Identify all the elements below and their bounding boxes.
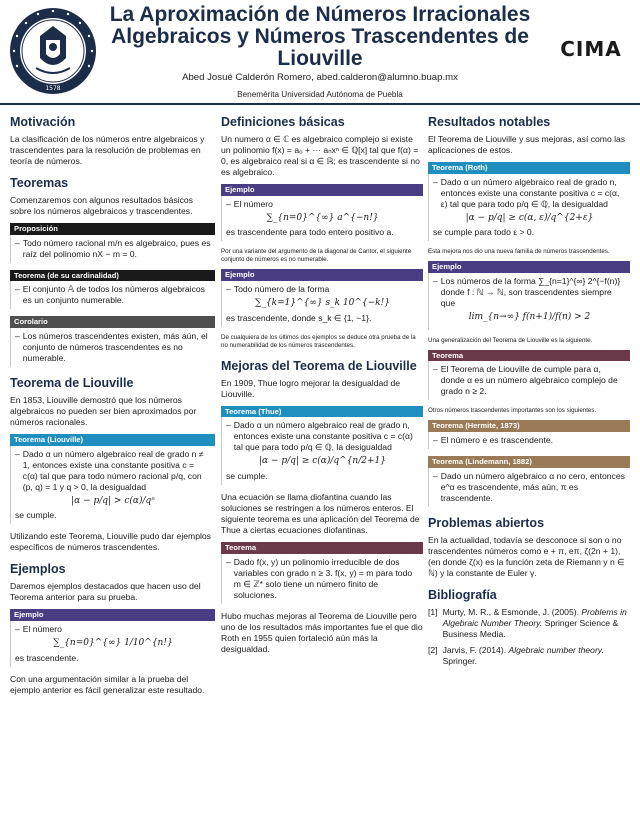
title-line-1: La Aproximación de Números Irracionales — [109, 3, 531, 26]
title-line-3: Liouville — [277, 46, 363, 70]
def-end-note: De cualquiera de los últimos dos ejemplos se deduce otra prueba de la no numerabilidad de los números trascendentes. — [221, 333, 416, 349]
svg-text:CIMA: CIMA — [560, 37, 622, 61]
reference-item — [428, 645, 630, 667]
def-ejemplo2-after: es trascendente, donde s_k ∈ {1, −1}. — [226, 312, 372, 323]
university-seal-logo — [8, 6, 98, 96]
reference-publisher: Springer. — [442, 655, 477, 666]
def-ejemplo1-box: Ejemplo – El número ∑_{n=0}^{∞} a^{−n!} es trascendente para todo entero positivo a. — [221, 184, 423, 241]
reference-title: Algebraic number theory. — [508, 644, 604, 655]
motivacion-text: La clasificación de los números entre algebraicos y trascendentes para la resolución de problemas en teoría de números. — [10, 134, 205, 166]
thue-formula: |α − p/q| ≥ c(α)/q^{n/2+1} — [259, 456, 386, 467]
cima-logo — [550, 34, 632, 64]
ejemplos-item: El número — [22, 624, 62, 635]
resultados-title: Resultados notables — [428, 115, 551, 129]
def-ejemplo1-head: Ejemplo — [221, 184, 423, 196]
ejemplos-after-text: Con una argumentación similar a la prueba del ejemplo anterior es fácil generalizar este resultado. — [10, 673, 205, 695]
resultados-text: El Teorema de Liouville y sus mejoras, así como las aplicaciones de estos. — [428, 134, 626, 155]
ejemplos-text: Daremos ejemplos destacados que hacen uso del Teorema anterior para su prueba. — [10, 581, 201, 603]
generalizacion-box: Teorema – El Teorema de Liouville de cumple para α, donde α es un número algebraico complejo de grado n ≥ 2. — [428, 350, 630, 401]
institution-line: Benemérita Universidad Autónoma de Puebla — [237, 90, 403, 99]
liouville-box: Teorema (Liouville) – Dado α un número algebraico real de grado n ≠ 1, entonces existe una constante positiva c = c(α) tal que para todo número racional p/q, con (p, q) = 1 y q > 0, la desigualdad |α − p/q| > c(α)/qⁿ se cumple. — [10, 434, 215, 524]
mejoras-text3: Hubo muchas mejoras al Teorema de Liouville pero uno de los resultados más importantes fue el que dio Roth en 1955 quien fortaleció aún más la desigualdad. — [221, 610, 423, 654]
liouville-after-text: Utilizando este Teorema, Liouville pudo dar ejemplos específicos de números trascendentes. — [10, 531, 211, 553]
diofantina-box: Teorema – Dado f(x, y) un polinomio irreducible de dos variables con grado n ≥ 3. f(x, y) = m para todo m ∈ ℤ* solo tiene un número finito de soluciones. — [221, 542, 423, 604]
liouville-after: se cumple. — [15, 510, 57, 521]
ejemplos-title: Ejemplos — [10, 562, 66, 577]
def-ejemplo2-formula: ∑_{k=1}^{∞} s_k 10^{−k!} — [255, 298, 390, 309]
roth-after: se cumple para todo ε > 0. — [433, 227, 535, 238]
resultados-note2: Una generalización del Teorema de Liouville es la siguiente. — [428, 336, 593, 344]
poster-title — [100, 4, 540, 69]
thue-box: Teorema (Thue) – Dado α un número algebraico real de grado n, entonces existe una constante positiva c = c(α) tal que para todo p/q ∈ ℚ, la desigualdad |α − p/q| ≥ c(α)/q^{n/2+1} se cumple. — [221, 406, 423, 485]
cardinalidad-head: Teorema (de su cardinalidad) — [10, 270, 215, 282]
res-ejemplo-head: Ejemplo — [428, 261, 630, 273]
def-ejemplo1-after: es trascendente para todo entero positivo a. — [226, 227, 394, 238]
liouville-item: Dado α un número algebraico real de grado n ≠ 1, entonces existe una constante positiva c = c(α) tal que para todo número racional p/q, con (p, q) = 1 y q > 0, la desigualdad — [22, 448, 204, 492]
mejoras-text2: Una ecuación se llama diofantina cuando las soluciones se restringen a los números enteros. El siguiente teorema es una aplicación del Teorema de Thue a ciertas ecuaciones diofantinas. — [221, 491, 420, 535]
def-ejemplo1-formula: ∑_{n=0}^{∞} a^{−n!} — [266, 212, 379, 223]
proposicion-head: Proposición — [10, 223, 215, 235]
reference-label: [2] — [428, 644, 438, 655]
resultados-note1: Esta mejora nos dio una nueva familia de números trascendentes. — [428, 248, 610, 256]
author-line: Abed Josué Calderón Romero, abed.calderon@alumno.buap.mx — [182, 72, 458, 83]
hermite-box: Teorema (Hermite, 1873) – El número e es trascendente. — [428, 420, 630, 449]
proposicion-item: Todo número racional m/n es algebraico, pues es raíz del polinomio nX − m = 0. — [22, 237, 211, 259]
bibliografia-title: Bibliografía — [428, 587, 497, 602]
corolario-head: Corolario — [10, 316, 215, 328]
mejoras-title: Mejoras del Teorema de Liouville — [221, 358, 417, 373]
diofantina-head: Teorema — [221, 542, 423, 554]
def-ejemplo2-box: Ejemplo – Todo número de la forma ∑_{k=1}^{∞} s_k 10^{−k!} es trascendente, donde s_k ∈ {1, −1}. — [221, 269, 423, 326]
column-3 — [428, 108, 630, 672]
liouville-formula: |α − p/q| > c(α)/qⁿ — [71, 495, 155, 506]
problemas-title: Problemas abiertos — [428, 515, 545, 530]
def-ejemplo1-item: El número — [233, 198, 273, 209]
reference-title: Problems in Algebraic Number Theory. — [442, 606, 627, 628]
ejemplos-head: Ejemplo — [10, 609, 215, 621]
header-rule — [0, 103, 640, 105]
hermite-item: El número e es trascendente. — [440, 435, 554, 446]
generalizacion-head: Teorema — [428, 350, 630, 362]
def-ejemplo2-head: Ejemplo — [221, 269, 423, 281]
thue-after: se cumple. — [226, 470, 268, 481]
lindemann-item: Dado un número algebraico α no cero, entonces e^α es trascendente, más aún, π es trascendente. — [440, 470, 625, 503]
liouville-title: Teorema de Liouville — [10, 376, 134, 391]
reference-authors: Murty, M. R., & Esmonde, J. (2005). — [442, 606, 579, 617]
motivacion-title: Motivación — [10, 115, 76, 129]
generalizacion-item: El Teorema de Liouville de cumple para α, donde α es un número algebraico complejo de grado n ≥ 2. — [440, 364, 618, 397]
roth-box: Teorema (Roth) – Dado α un número algebraico real de grado n, entonces existe una constante positiva c = c(α, ε) tal que para todo p/q ∈ ℚ, la desigualdad |α − p/q| ≥ c(α, ε)/q^{2+ε} se cumple para todo ε > 0. — [428, 162, 630, 241]
reference-label: [1] — [428, 606, 438, 617]
corolario-box: Corolario – Los números trascendentes existen, más aún, el conjunto de números trascendentes es no numerable. — [10, 316, 215, 367]
teoremas-text: Comenzaremos con algunos resultados básicos sobre los números algebraicos y trascendentes. — [10, 195, 193, 216]
lindemann-head: Teorema (Lindemann, 1882) — [428, 456, 630, 468]
res-ejemplo-box: Ejemplo – Los números de la forma ∑_{n=1}^{∞} 2^{−f(n)} donde f : ℕ → ℕ, son trascendentes siempre que lim_{n→∞} f(n+1)/f(n) > 2 — [428, 261, 630, 329]
title-line-2: Algebraicos y Números Trascendentes de — [111, 24, 529, 48]
res-ejemplo-formula: lim_{n→∞} f(n+1)/f(n) > 2 — [468, 312, 591, 323]
diofantina-item: Dado f(x, y) un polinomio irreducible de dos variables con grado n ≥ 3. f(x, y) = m para todo m ∈ ℤ* solo tiene un número finito de soluciones. — [233, 556, 413, 600]
definiciones-title: Definiciones básicas — [221, 115, 345, 129]
liouville-head: Teorema (Liouville) — [10, 434, 215, 446]
cardinalidad-box: Teorema (de su cardinalidad) – El conjunto 𝔸 de todos los números algebraicos es un conjunto numerable. — [10, 270, 215, 310]
thue-head: Teorema (Thue) — [221, 406, 423, 418]
mejoras-text: En 1909, Thue logro mejorar la desigualdad de Liouville. — [221, 377, 400, 399]
reference-publisher: Springer Science & Business Media. — [442, 617, 619, 639]
liouville-text: En 1853, Liouville demostró que los números algebraicos no pueden ser bien aproximados por números racionales. — [10, 395, 197, 428]
resultados-note3: Otros números trascendentes importantes son los siguientes. — [428, 407, 597, 415]
lindemann-box: Teorema (Lindemann, 1882) – Dado un número algebraico α no cero, entonces e^α es trascendente, más aún, π es trascendente. — [428, 456, 630, 507]
ejemplos-formula: ∑_{n=0}^{∞} 1/10^{n!} — [53, 638, 173, 649]
thue-item: Dado α un número algebraico real de grado n, entonces existe una constante positiva c = c(α) tal que para todo p/q ∈ ℚ, la desigualdad — [233, 420, 413, 453]
teoremas-title: Teoremas — [10, 176, 69, 190]
hermite-head: Teorema (Hermite, 1873) — [428, 420, 630, 432]
cardinalidad-item: El conjunto 𝔸 de todos los números algebraicos es un conjunto numerable. — [22, 284, 205, 306]
column-2 — [221, 108, 423, 661]
roth-item: Dado α un número algebraico real de grado n, entonces existe una constante positiva c = c(α, ε) tal que para todo p/q ∈ ℚ, la desigualdad — [440, 176, 620, 209]
corolario-item: Los números trascendentes existen, más aún, el conjunto de números trascendentes es no numerable. — [22, 331, 208, 364]
definiciones-text: Un numero α ∈ ℂ es algebraico complejo si existe un polinomio f(x) = a₀ + ··· aₙxⁿ ∈ ℚ[x] tal que f(α) = 0, es algebraico real si α ∈ ℝ; es trascendente si no es algebraico. — [221, 134, 420, 177]
proposicion-box: Proposición – Todo número racional m/n es algebraico, pues es raíz del polinomio nX − m = 0. — [10, 223, 215, 263]
def-mid-note: Por una variante del argumento de la diagonal de Cantor, el siguiente conjunto de números es no numerable. — [221, 248, 412, 264]
ejemplos-box: Ejemplo – El número ∑_{n=0}^{∞} 1/10^{n!} es trascendente. — [10, 609, 215, 666]
reference-authors: Jarvis, F. (2014). — [442, 644, 507, 655]
seal-year: 1578 — [45, 85, 61, 92]
reference-item — [428, 607, 630, 640]
column-1 — [10, 108, 215, 702]
roth-formula: |α − p/q| ≥ c(α, ε)/q^{2+ε} — [465, 212, 594, 223]
poster-header — [0, 0, 640, 104]
roth-head: Teorema (Roth) — [428, 162, 630, 174]
problemas-text: En la actualidad, todavía se desconoce si son o no trascendentes números como e + π, eπ, ζ(2n + 1), (en donde ζ(x) es la función zeta de Riemann y n ∈ ℕ) y la constante de Euler γ. — [428, 534, 625, 578]
def-ejemplo2-item: Todo número de la forma — [233, 284, 330, 295]
ejemplos-after: es trascendente. — [15, 652, 79, 663]
res-ejemplo-item: Los números de la forma ∑_{n=1}^{∞} 2^{−f(n)} donde f : ℕ → ℕ, son trascendentes siempre que — [440, 276, 621, 309]
